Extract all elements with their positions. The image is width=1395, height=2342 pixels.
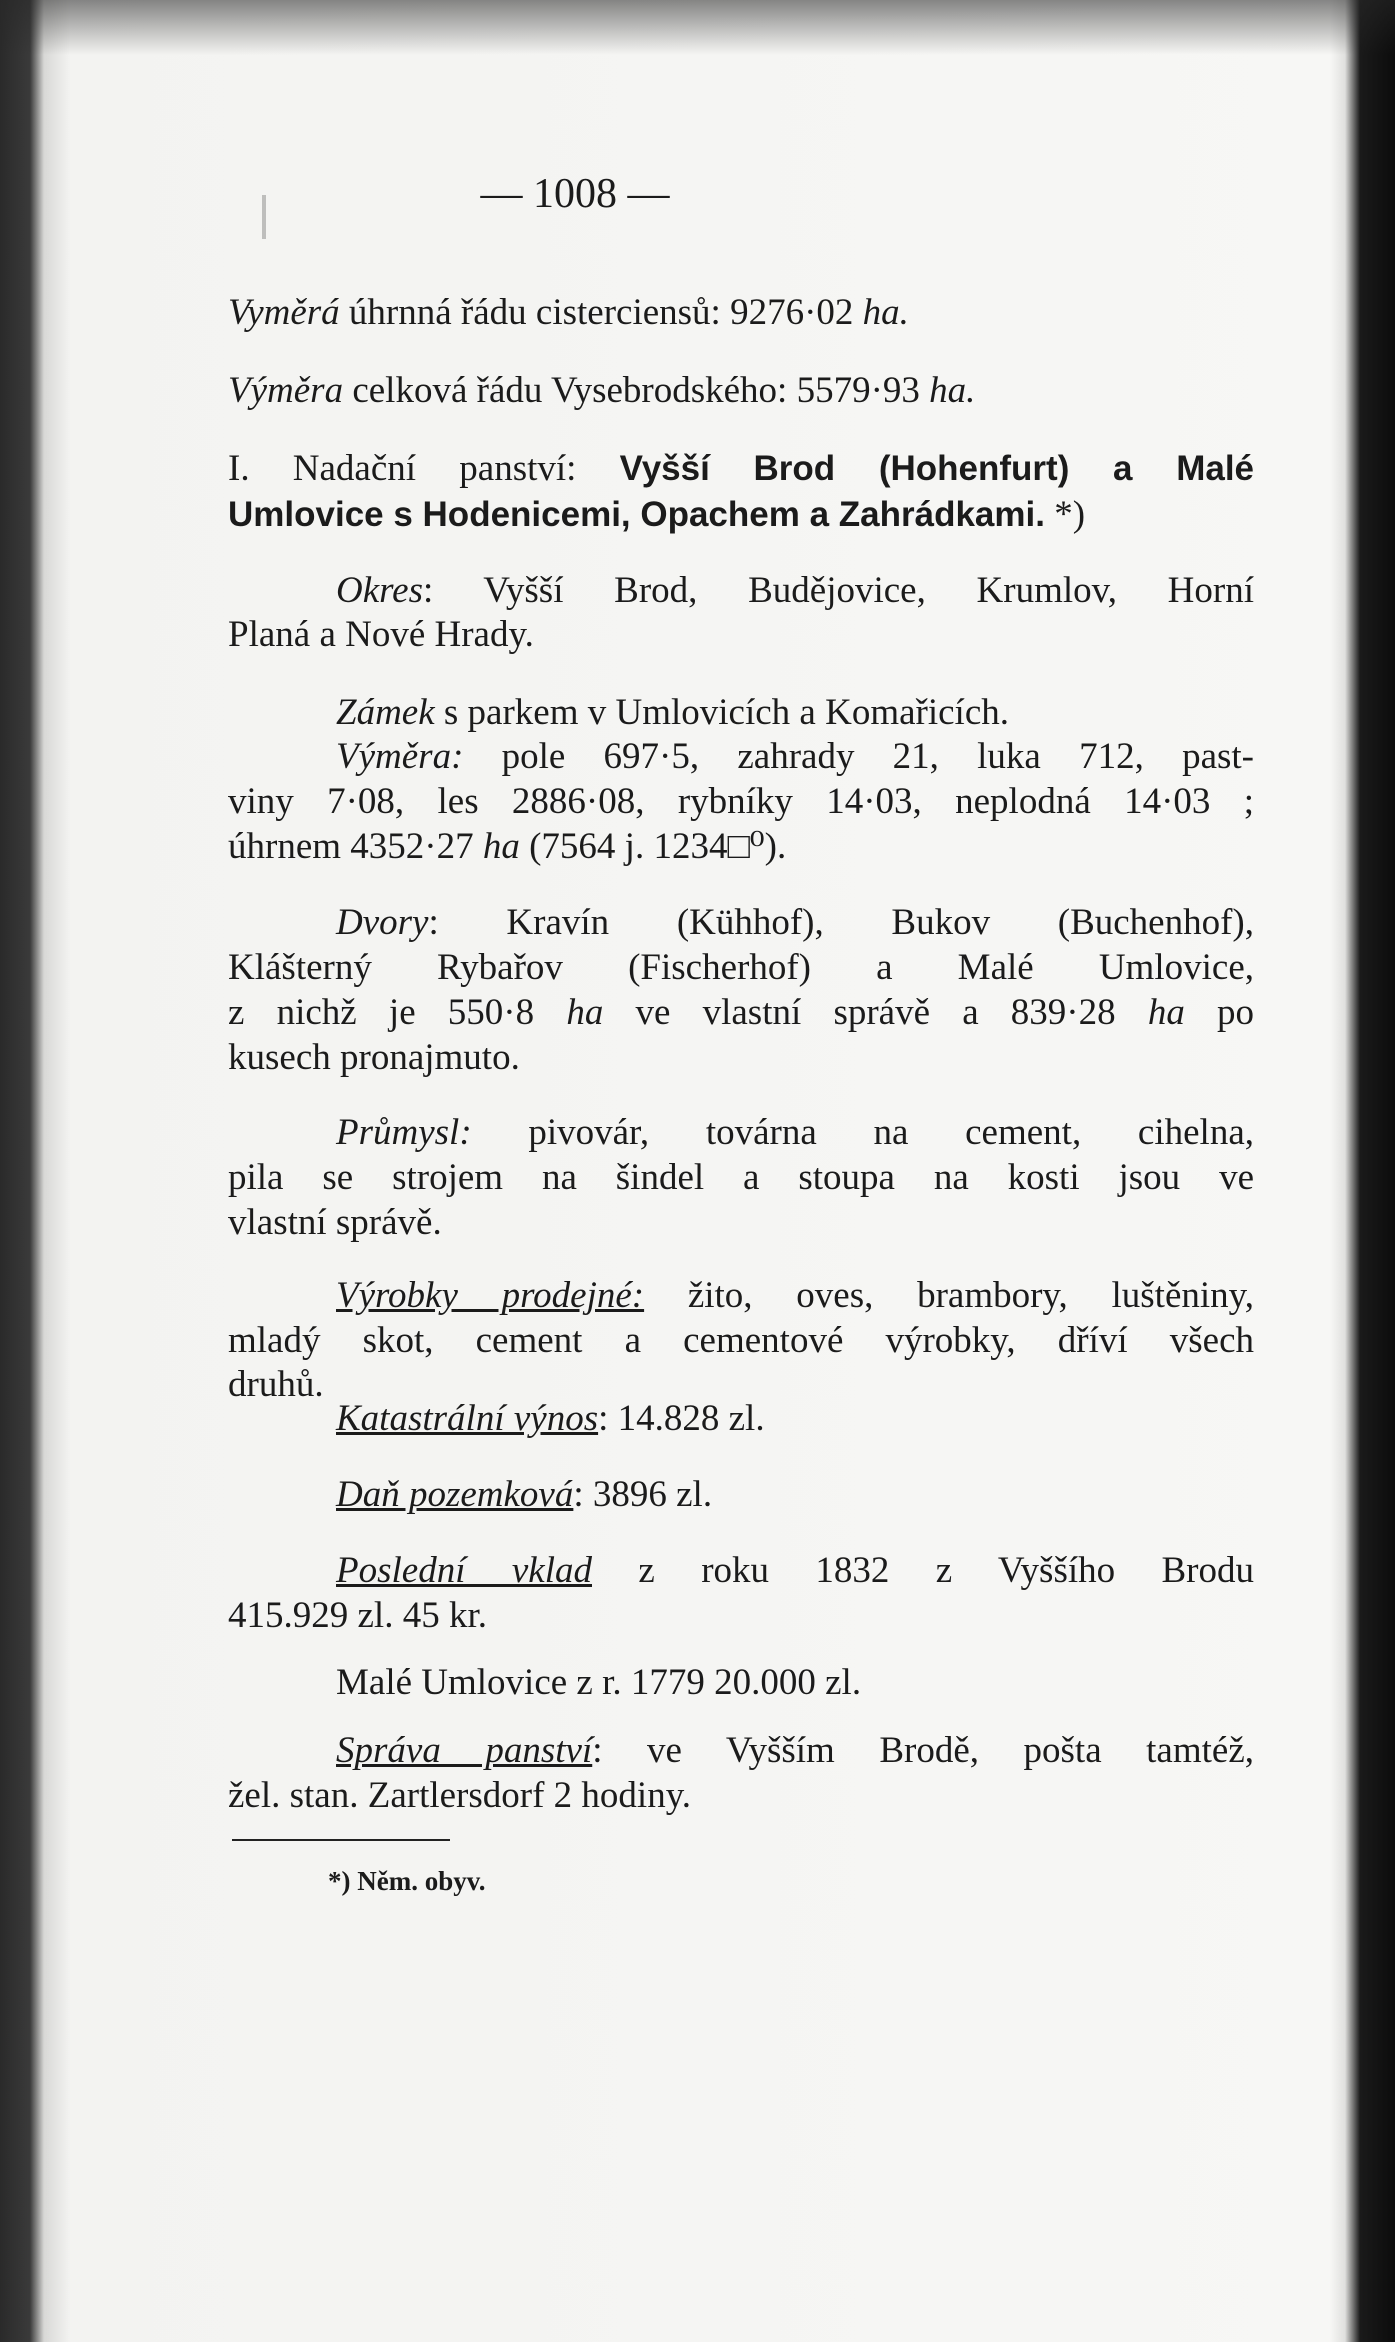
administration-line-1 [336, 1728, 1254, 1774]
farms-text-3a: z nichž je 550·8 [228, 992, 535, 1033]
district-line-1 [336, 568, 1254, 614]
farms-label: Dvory [336, 902, 429, 943]
products-line-2 [228, 1318, 1254, 1364]
industry-line-3 [228, 1200, 1254, 1246]
land-tax-line [336, 1472, 1362, 1518]
products-text-2: mladý skot, cement a cementové výrobky, dříví všech [228, 1320, 1254, 1361]
acreage-text: úhrnná řádu cisterciensů: 9276·02 [348, 292, 854, 333]
farms-text-3b: ve vlastní správě a 839·28 [635, 992, 1116, 1033]
area-total: úhrnem 4352·27 [228, 826, 474, 867]
products-line-1 [336, 1273, 1254, 1319]
castle-text: s parkem v Umlovicích a Komařicích. [443, 692, 1010, 733]
district-text-1: : Vyšší Brod, Budějovice, Krumlov, Horní [423, 570, 1254, 611]
estate-heading-line-1 [228, 446, 1254, 492]
acreage-total-text: celková řádu Vysebrodského: [352, 370, 788, 411]
page-number: — 1008 — [480, 171, 670, 217]
estate-heading-prefix: I. Nadační panství: [228, 448, 577, 489]
area-label: Výměra: [336, 736, 464, 777]
acreage-label: Vyměrá [228, 292, 340, 333]
last-deposit-line-2 [228, 1593, 1254, 1639]
cadastral-yield-line [336, 1396, 1362, 1442]
industry-text-2: pila se strojem na šindel a stoupa na kosti jsou ve [228, 1157, 1254, 1198]
industry-text-1: pivovár, továrna na cement, cihelna, [528, 1112, 1254, 1153]
acreage-total-unit: ha. [929, 370, 976, 411]
administration-text-1: : ve Vyšším Brodě, pošta tamtéž, [592, 1730, 1255, 1771]
industry-line-1 [336, 1110, 1254, 1156]
cadastral-yield-value: : 14.828 zl. [598, 1398, 765, 1439]
footnote-rule [232, 1839, 450, 1841]
umlovice-deposit-line [336, 1660, 1362, 1706]
industry-line-2 [228, 1155, 1254, 1201]
products-label: Výrobky prodejné: [336, 1275, 645, 1316]
farms-unit-1: ha [566, 992, 604, 1033]
estate-heading-bold-1: Vyšší Brod (Hohenfurt) a Malé [619, 449, 1255, 488]
area-text-1: pole 697·5, zahrady 21, luka 712, past- [501, 736, 1254, 777]
farms-text-3c: po [1217, 992, 1254, 1033]
estate-heading-bold-2: Umlovice s Hodenicemi, Opachem a Zahrádkami. [228, 495, 1045, 534]
castle-line [336, 690, 1362, 736]
farms-line-3 [228, 990, 1254, 1036]
district-text-2: Planá a Nové Hrady. [228, 614, 534, 655]
area-line-1 [336, 734, 1254, 780]
farms-unit-2: ha [1147, 992, 1185, 1033]
area-line-2 [228, 779, 1254, 825]
area-total-note: (7564 j. 1234□⁰). [529, 826, 787, 867]
district-label: Okres [336, 570, 423, 611]
footnote: *) Něm. obyv. [328, 1866, 486, 1896]
acreage-vysebrod-line [228, 368, 1254, 414]
area-text-2: viny 7·08, les 2886·08, rybníky 14·03, neplodná 14·03 ; [228, 781, 1254, 822]
farms-line-4 [228, 1035, 1254, 1081]
products-text-3: druhů. [228, 1364, 324, 1405]
last-deposit-text-1: z roku 1832 z Vyššího Brodu [638, 1550, 1255, 1591]
area-line-3 [228, 824, 1254, 870]
district-line-2 [228, 612, 1254, 658]
acreage-total-value: 5579·93 [796, 370, 920, 411]
acreage-total-label: Výměra [228, 370, 344, 411]
last-deposit-label: Poslední vklad [336, 1550, 592, 1591]
farms-text-4: kusech pronajmuto. [228, 1037, 520, 1078]
industry-label: Průmysl: [336, 1112, 472, 1153]
cadastral-yield-label: Katastrální výnos [336, 1398, 599, 1439]
estate-heading-footnote-mark: *) [1054, 494, 1086, 535]
administration-label: Správa panství [336, 1730, 593, 1771]
umlovice-deposit-text: Malé Umlovice z r. 1779 20.000 zl. [336, 1662, 862, 1703]
administration-text-2: žel. stan. Zartlersdorf 2 hodiny. [228, 1775, 692, 1816]
farms-line-2 [228, 945, 1254, 991]
acreage-cistercian-line [228, 290, 1254, 336]
area-total-unit: ha [482, 826, 520, 867]
land-tax-label: Daň pozemková [336, 1474, 574, 1515]
farms-text-1: : Kravín (Kühhof), Bukov (Buchenhof), [428, 902, 1254, 943]
land-tax-value: : 3896 zl. [573, 1474, 713, 1515]
products-text-1: žito, oves, brambory, luštěniny, [687, 1275, 1254, 1316]
castle-label: Zámek [336, 692, 435, 733]
estate-heading-line-2 [228, 492, 1254, 538]
farms-line-1 [336, 900, 1254, 946]
acreage-unit: ha. [862, 292, 909, 333]
farms-text-2: Klášterný Rybařov (Fischerhof) a Malé Umlovice, [228, 947, 1254, 988]
last-deposit-line-1 [336, 1548, 1254, 1594]
administration-line-2 [228, 1773, 1254, 1819]
last-deposit-text-2: 415.929 zl. 45 kr. [228, 1595, 487, 1636]
industry-text-3: vlastní správě. [228, 1202, 442, 1243]
